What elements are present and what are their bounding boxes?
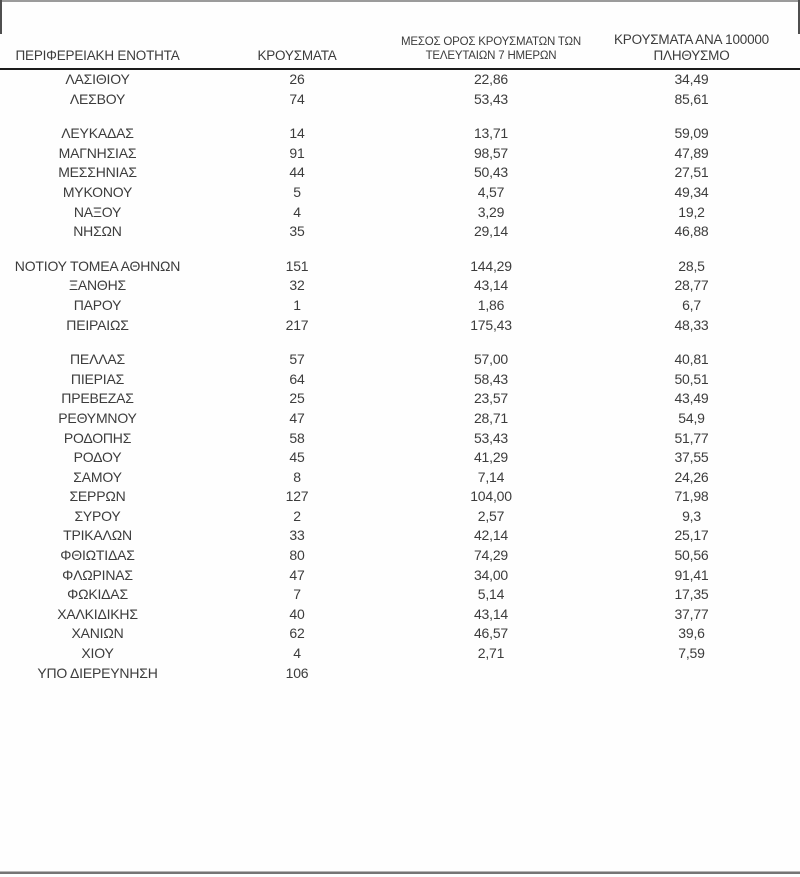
table-body: [0, 69, 800, 683]
cell-per100k: 91,41: [674, 566, 709, 583]
cell-cases: 35: [289, 223, 305, 240]
cell-per100k: 50,51: [674, 370, 709, 387]
table-row: [0, 163, 800, 183]
cell-region: ΡΟΔΟΥ: [73, 449, 122, 466]
cell-cases: 26: [289, 71, 305, 87]
cell-cases: 45: [289, 449, 305, 466]
cell-per100k: 43,49: [674, 390, 709, 407]
table-row: [0, 507, 800, 527]
table-row: [0, 448, 800, 468]
cell-avg7: 34,00: [473, 566, 509, 583]
cell-per100k: 71,98: [674, 488, 709, 505]
cell-region: ΠΙΕΡΙΑΣ: [70, 370, 125, 387]
cell-avg7: 58,43: [473, 370, 509, 387]
cell-avg7: 23,57: [473, 390, 509, 407]
cell-cases: 8: [293, 468, 301, 485]
table-row: [0, 222, 800, 242]
cell-avg7: 13,71: [473, 125, 509, 142]
cell-per100k: 25,17: [674, 527, 709, 544]
cell-region: ΠΡΕΒΕΖΑΣ: [61, 390, 134, 407]
table-row: [0, 566, 800, 586]
cell-region: ΧΙΟΥ: [81, 645, 114, 662]
cell-cases: 62: [289, 625, 305, 642]
cell-cases: 80: [289, 547, 305, 564]
cell-per100k: 17,35: [674, 586, 709, 603]
cell-per100k: 59,09: [674, 125, 709, 142]
cell-avg7: 175,43: [470, 316, 512, 333]
bottom-border-line: [0, 871, 800, 874]
cell-per100k: 47,89: [674, 144, 709, 161]
spacer-row: [0, 335, 800, 350]
cell-cases: 106: [285, 664, 309, 681]
table-row: [0, 144, 800, 164]
cell-cases: 14: [289, 125, 305, 142]
header-per100k-line1: ΚΡΟΥΣΜΑΤΑ ΑΝΑ 100000: [614, 32, 769, 47]
cell-cases: 47: [289, 566, 305, 583]
cell-avg7: 43,14: [473, 277, 509, 294]
cell-cases: 74: [289, 90, 305, 107]
cell-region: ΜΑΓΝΗΣΙΑΣ: [58, 144, 137, 161]
cell-region: ΜΕΣΣΗΝΙΑΣ: [58, 164, 137, 181]
cell-per100k: 40,81: [674, 351, 709, 368]
cell-region: ΧΑΝΙΩΝ: [71, 625, 124, 642]
table-row: [0, 316, 800, 336]
table-row: [0, 296, 800, 316]
table-row: [0, 487, 800, 507]
table-row: [0, 664, 800, 684]
cell-cases: 127: [285, 488, 309, 505]
cell-avg7: 50,43: [473, 164, 509, 181]
cell-cases: 32: [289, 277, 305, 294]
cell-cases: 4: [293, 645, 301, 662]
cell-cases: 217: [285, 316, 309, 333]
table-row: [0, 526, 800, 546]
cell-region: ΦΩΚΙΔΑΣ: [67, 586, 128, 603]
cell-region: ΛΑΣΙΘΙΟΥ: [65, 71, 130, 87]
table-row: [0, 203, 800, 223]
cell-avg7: 1,86: [477, 296, 505, 313]
cell-avg7: 42,14: [473, 527, 509, 544]
cell-avg7: 2,71: [477, 645, 505, 662]
header-row: [0, 0, 800, 69]
cell-region: ΤΡΙΚΑΛΩΝ: [63, 527, 132, 544]
cell-avg7: 144,29: [470, 257, 512, 274]
header-cases: [195, 0, 399, 69]
cell-per100k: 7,59: [678, 645, 705, 662]
cell-avg7: 4,57: [477, 183, 505, 200]
header-region: [0, 0, 195, 69]
cell-region: ΠΕΛΛΑΣ: [70, 351, 125, 368]
table-row: [0, 585, 800, 605]
cell-per100k: 24,26: [674, 468, 709, 485]
cell-avg7: 3,29: [477, 203, 505, 220]
cell-avg7: 98,57: [473, 144, 509, 161]
header-cases-label: ΚΡΟΥΣΜΑΤΑ: [257, 48, 337, 63]
cell-avg7: 29,14: [473, 223, 509, 240]
table-row: [0, 90, 800, 110]
cell-per100k: 46,88: [674, 223, 709, 240]
header-per100k: [583, 0, 800, 69]
cell-cases: 47: [289, 409, 305, 426]
cell-avg7: 104,00: [470, 488, 512, 505]
cell-avg7: 22,86: [473, 71, 509, 87]
cell-per100k: 39,6: [678, 625, 705, 642]
table-row: [0, 183, 800, 203]
cell-region: ΦΛΩΡΙΝΑΣ: [62, 566, 133, 583]
cell-avg7: 2,57: [477, 507, 505, 524]
header-per100k-line2: ΠΛΗΘΥΣΜΟ: [653, 48, 730, 63]
cell-region: ΠΕΙΡΑΙΩΣ: [66, 316, 129, 333]
cell-avg7: 43,14: [473, 605, 509, 622]
cell-avg7: 28,71: [473, 409, 509, 426]
table-row: [0, 468, 800, 488]
cell-cases: 57: [289, 351, 305, 368]
cell-per100k: 9,3: [682, 507, 701, 524]
cell-region: ΣΑΜΟΥ: [73, 468, 122, 485]
cell-region: ΛΕΣΒΟΥ: [69, 90, 126, 107]
table-row: [0, 605, 800, 625]
cell-per100k: 6,7: [682, 296, 701, 313]
spacer-row: [0, 242, 800, 257]
table-row: [0, 69, 800, 90]
cell-avg7: 53,43: [473, 90, 509, 107]
cell-avg7: 46,57: [473, 625, 509, 642]
cell-per100k: 54,9: [678, 409, 705, 426]
cell-cases: 58: [289, 429, 305, 446]
table-header: [0, 0, 800, 69]
cell-per100k: 37,77: [674, 605, 709, 622]
cell-per100k: 48,33: [674, 316, 709, 333]
cell-cases: 1: [293, 296, 301, 313]
cell-cases: 151: [285, 257, 309, 274]
cell-cases: 5: [293, 183, 301, 200]
cell-region: ΠΑΡΟΥ: [73, 296, 122, 313]
table-row: [0, 644, 800, 664]
cell-cases: 40: [289, 605, 305, 622]
spacer-row: [0, 109, 800, 124]
table-row: [0, 546, 800, 566]
cell-region: ΦΘΙΩΤΙΔΑΣ: [60, 547, 135, 564]
cell-avg7: 53,43: [473, 429, 509, 446]
cell-region: ΝΑΞΟΥ: [73, 203, 122, 220]
table-row: [0, 350, 800, 370]
cell-avg7: [399, 664, 583, 684]
cell-avg7: 57,00: [473, 351, 509, 368]
cell-per100k: 51,77: [674, 429, 709, 446]
cell-cases: 64: [289, 370, 305, 387]
table-row: [0, 389, 800, 409]
cell-per100k: 34,49: [674, 71, 709, 87]
cell-avg7: 7,14: [477, 468, 505, 485]
cell-avg7: 74,29: [473, 547, 509, 564]
cell-region: ΝΟΤΙΟΥ ΤΟΜΕΑ ΑΘΗΝΩΝ: [14, 257, 181, 274]
cell-cases: 25: [289, 390, 305, 407]
table-row: [0, 124, 800, 144]
header-region-label: ΠΕΡΙΦΕΡΕΙΑΚΗ ΕΝΟΤΗΤΑ: [15, 48, 180, 63]
table-row: [0, 257, 800, 277]
table-row: [0, 276, 800, 296]
table-row: [0, 429, 800, 449]
cell-avg7: 41,29: [473, 449, 509, 466]
cell-cases: 44: [289, 164, 305, 181]
cell-region: ΡΟΔΟΠΗΣ: [63, 429, 132, 446]
cell-per100k: 28,5: [678, 257, 705, 274]
cell-per100k: 49,34: [674, 183, 709, 200]
table-row: [0, 624, 800, 644]
cell-region: ΣΥΡΟΥ: [74, 507, 121, 524]
table-row: [0, 409, 800, 429]
cell-region: ΥΠΟ ΔΙΕΡΕΥΝΗΣΗ: [37, 664, 158, 681]
table-row: [0, 370, 800, 390]
cell-cases: 4: [293, 203, 301, 220]
cell-region: ΡΕΘΥΜΝΟΥ: [58, 409, 137, 426]
cell-per100k: [583, 664, 800, 684]
cell-per100k: 19,2: [678, 203, 705, 220]
cell-per100k: 50,56: [674, 547, 709, 564]
cell-region: ΜΥΚΟΝΟΥ: [62, 183, 133, 200]
header-avg7: [399, 0, 583, 69]
cell-region: ΝΗΣΩΝ: [73, 223, 122, 240]
cell-cases: 91: [289, 144, 305, 161]
cell-region: ΧΑΛΚΙΔΙΚΗΣ: [57, 605, 138, 622]
cell-per100k: 28,77: [674, 277, 709, 294]
header-avg7-line1: ΜΕΣΟΣ ΟΡΟΣ ΚΡΟΥΣΜΑΤΩΝ ΤΩΝ: [401, 36, 581, 48]
cell-avg7: 5,14: [477, 586, 505, 603]
cell-per100k: 37,55: [674, 449, 709, 466]
cell-cases: 2: [293, 507, 301, 524]
cell-region: ΛΕΥΚΑΔΑΣ: [61, 125, 134, 142]
cell-region: ΣΕΡΡΩΝ: [69, 488, 126, 505]
cell-per100k: 85,61: [674, 90, 709, 107]
cell-per100k: 27,51: [674, 164, 709, 181]
cell-cases: 33: [289, 527, 305, 544]
header-avg7-line2: ΤΕΛΕΥΤΑΙΩΝ 7 ΗΜΕΡΩΝ: [425, 50, 557, 62]
cell-cases: 7: [293, 586, 301, 603]
cell-region: ΞΑΝΘΗΣ: [68, 277, 126, 294]
